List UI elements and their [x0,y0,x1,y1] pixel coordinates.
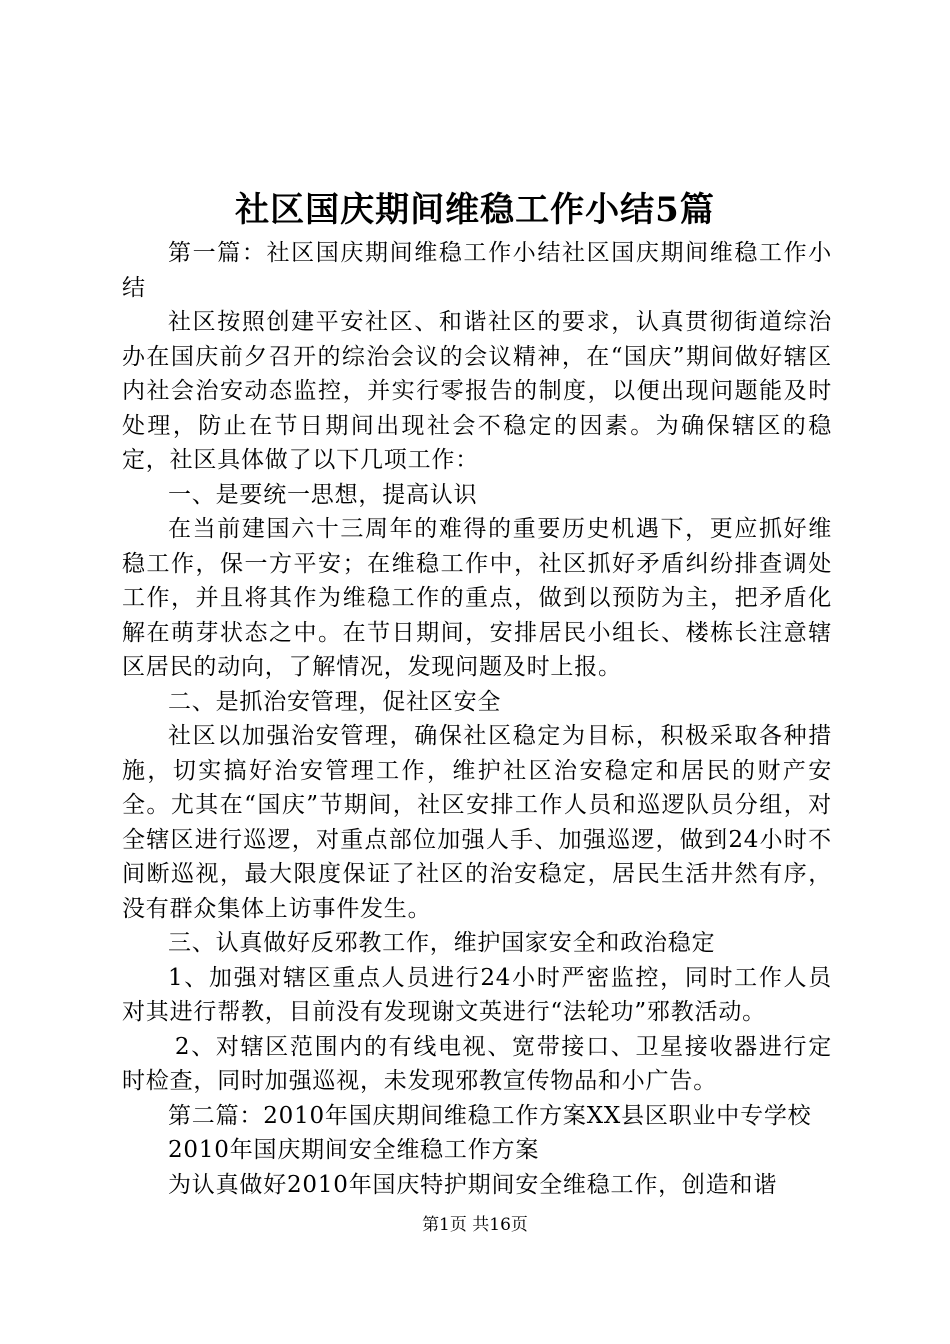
document-title: 社区国庆期间维稳工作小结5篇 [235,190,715,230]
paragraph-5: 二、是抓治安管理，促社区安全 [168,688,502,715]
paragraph-3: 一、是要统一思想，提高认识 [168,481,478,508]
paragraph-12: 为认真做好2010年国庆特护期间安全维稳工作，创造和谐 [168,1171,778,1198]
paragraph-6: 社区以加强治安管理，确保社区稳定为目标，积极采取各种措施，切实搞好治安管理工作，维护社区治安稳定和居民的财产安全。尤其在“国庆”节期间，社区安排工作人员和巡逻队员分组，对全辖区进行巡逻，对重点部位加强人手、加强巡逻，做到24小时不间断巡视，最大限度保证了社区的治安稳定，居民生活井然有序，没有群众集体上访事件发生。 [122,723,832,922]
paragraph-7: 三、认真做好反邪教工作，维护国家安全和政治稳定 [168,930,716,956]
paragraph-10: 第二篇：2010年国庆期间维稳工作方案XX县区职业中专学校 [168,1102,812,1129]
paragraph-8: 1、加强对辖区重点人员进行24小时严密监控，同时工作人员对其进行帮教，目前没有发现谢文英进行“法轮功”邪教活动。 [122,964,832,1025]
paragraph-11: 2010年国庆期间安全维稳工作方案 [168,1137,540,1163]
paragraph-4: 在当前建国六十三周年的难得的重要历史机遇下，更应抓好维稳工作，保一方平安；在维稳工作中，社区抓好矛盾纠纷排查调处工作，并且将其作为维稳工作的重点，做到以预防为主，把矛盾化解在萌芽状态之中。在节日期间，安排居民小组长、楼栋长注意辖区居民的动向，了解情况，发现问题及时上报。 [122,516,832,680]
paragraph-9: 2、对辖区范围内的有线电视、宽带接口、卫星接收器进行定时检查，同时加强巡视，未发现邪教宣传物品和小广告。 [122,1033,832,1094]
paragraph-1: 第一篇：社区国庆期间维稳工作小结社区国庆期间维稳工作小结 [122,240,832,301]
paragraph-2: 社区按照创建平安社区、和谐社区的要求，认真贯彻街道综治办在国庆前夕召开的综治会议的会议精神，在“国庆”期间做好辖区内社会治安动态监控，并实行零报告的制度，以便出现问题能及时处理，防止在节日期间出现社会不稳定的因素。为确保辖区的稳定，社区具体做了以下几项工作： [122,309,832,473]
page-footer: 第1页 共16页 [422,1215,528,1235]
document-body [122,236,832,1202]
